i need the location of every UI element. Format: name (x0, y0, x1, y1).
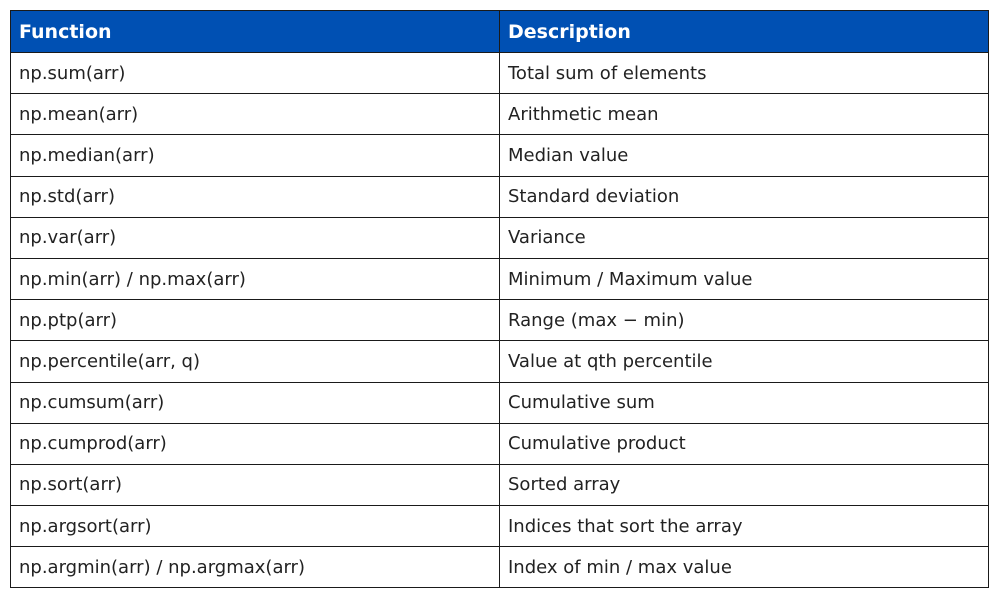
table-row (11, 176, 989, 217)
function-cell: np.median(arr) (11, 135, 500, 176)
description-cell: Total sum of elements (500, 53, 989, 94)
function-cell: np.std(arr) (11, 176, 500, 217)
description-cell: Variance (500, 217, 989, 258)
description-cell: Indices that sort the array (500, 506, 989, 547)
header-function: Function (11, 11, 500, 53)
function-cell: np.argsort(arr) (11, 506, 500, 547)
header-row (11, 11, 989, 53)
function-cell: np.var(arr) (11, 217, 500, 258)
table-row (11, 53, 989, 94)
table-header (11, 11, 989, 53)
description-cell: Index of min / max value (500, 547, 989, 588)
function-cell: np.min(arr) / np.max(arr) (11, 258, 500, 299)
table-row (11, 217, 989, 258)
table-row (11, 300, 989, 341)
description-cell: Cumulative sum (500, 382, 989, 423)
function-cell: np.sum(arr) (11, 53, 500, 94)
table-row (11, 258, 989, 299)
description-cell: Minimum / Maximum value (500, 258, 989, 299)
function-cell: np.ptp(arr) (11, 300, 500, 341)
description-cell: Standard deviation (500, 176, 989, 217)
table-row (11, 506, 989, 547)
function-cell: np.cumprod(arr) (11, 423, 500, 464)
function-cell: np.cumsum(arr) (11, 382, 500, 423)
function-cell: np.sort(arr) (11, 464, 500, 505)
table-row (11, 382, 989, 423)
function-cell: np.mean(arr) (11, 94, 500, 135)
table-row (11, 423, 989, 464)
table-row (11, 547, 989, 588)
description-cell: Sorted array (500, 464, 989, 505)
description-cell: Median value (500, 135, 989, 176)
function-cell: np.argmin(arr) / np.argmax(arr) (11, 547, 500, 588)
function-table (10, 10, 989, 588)
description-cell: Value at qth percentile (500, 341, 989, 382)
header-description: Description (500, 11, 989, 53)
table-row (11, 464, 989, 505)
function-cell: np.percentile(arr, q) (11, 341, 500, 382)
description-cell: Cumulative product (500, 423, 989, 464)
table-row (11, 94, 989, 135)
table-row (11, 341, 989, 382)
table-row (11, 135, 989, 176)
table-body (11, 53, 989, 588)
description-cell: Arithmetic mean (500, 94, 989, 135)
description-cell: Range (max − min) (500, 300, 989, 341)
